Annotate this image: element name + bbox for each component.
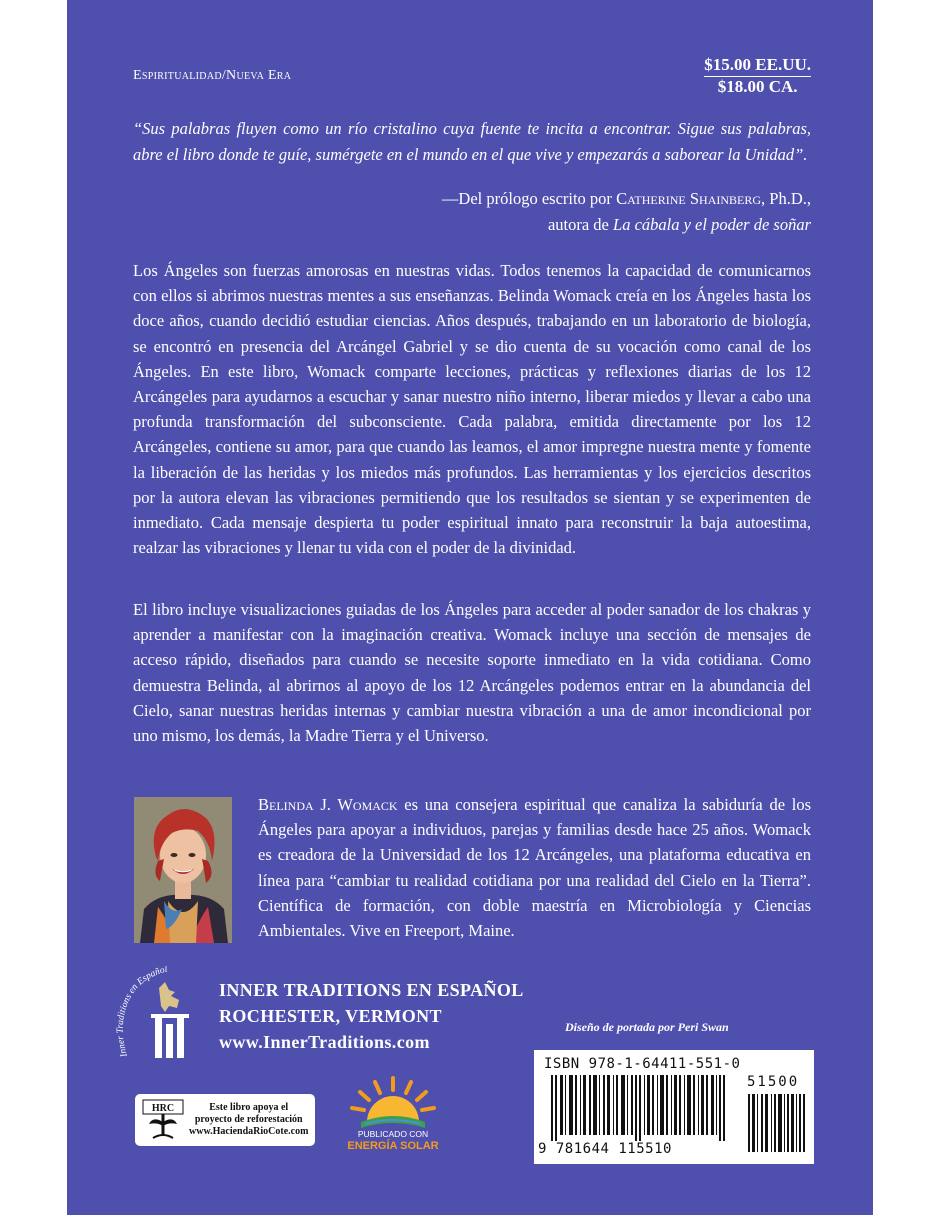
endorsement-quote: “Sus palabras fluyen como un río cristalino cuya fuente te incita a encontrar. Sigue sus palabras, abre el libro donde te guíe, sumérgete en el mundo en el que vive y empezarás a saborear la Unidad”. [133, 119, 811, 164]
publisher-location: ROCHESTER, VERMONT [219, 1006, 442, 1026]
price-us: $15.00 EE.UU. [704, 55, 811, 77]
author-bio-text: es una consejera espiritual que canaliza la sabiduría de los Ángeles para apoyar a individuos, parejas y familias desde hace 25 años. Womack es creadora de la Universidad de los 12 Arcángeles, una plataforma educativa en línea para “cambiar tu realidad cotidiana por una realidad del Cielo en la Tierra”. Científica de formación, con doble maestría en Microbiología y Ciencias Ambientales. Vive en Freeport, Maine. [258, 795, 812, 941]
attribution-book-title: La cábala y el poder de soñar [613, 215, 811, 234]
publisher-url[interactable]: www.InnerTraditions.com [219, 1032, 430, 1052]
solar-line-2: ENERGÍA SOLAR [347, 1140, 439, 1152]
reforest-line-2: proyecto de reforestación [194, 1114, 303, 1125]
price-block [704, 55, 811, 97]
publisher-name: INNER TRADITIONS EN ESPAÑOL [219, 980, 524, 1000]
solar-line-1: PUBLICADO CON [357, 1129, 429, 1139]
price-ca: $18.00 CA. [717, 77, 798, 96]
reforestation-tree-icon [141, 1098, 185, 1142]
attribution-prefix: —Del prólogo escrito por [441, 189, 617, 208]
author-name: Belinda J. Womack [258, 795, 398, 814]
book-back-cover [67, 0, 873, 1215]
description-paragraph-1: Los Ángeles son fuerzas amorosas en nuestras vidas. Todos tenemos la capacidad de comunicarnos con ellos si abrimos nuestras mentes a sus enseñanzas. Belinda Womack creía en los Ángeles hasta los doce años, cuando decidió estudiar ciencias. Años después, trabajando en un laboratorio de biología, se encontró en presencia del Arcángel Gabriel y se dio cuenta de su vocación como canal de los Ángeles. En este libro, Womack comparte lecciones, prácticas y reflexiones diarias de los 12 Arcángeles para ayudarnos a escuchar y sanar nuestro niño interno, liberar miedos y llevar a cabo una profunda transformación del subconsciente. Cada palabra, emitida directamente por los 12 Arcángeles, contiene su amor, para que cuando las leamos, el amor impregne nuestra mente y fomente la liberación de las heridas y los miedos más profundos. Las herramientas y los ejercicios descritos por la autora elevan las vibraciones permitiendo que los resultados se sientan y se experimenten de inmediato. Cada mensaje despierta tu poder espiritual innato para reconstruir la baja autoestima, realzar las vibraciones y llenar tu vida con el poder de la divinidad. [133, 261, 811, 558]
sun-icon [337, 1072, 449, 1152]
publisher-logo-arc-text: Inner Traditions en Español [115, 966, 169, 1058]
reforestation-logo-text: HRC [151, 1103, 175, 1114]
author-bio [258, 792, 811, 943]
attribution-line2-prefix: autora de [547, 215, 614, 234]
reforestation-badge [135, 1094, 315, 1146]
publisher-logo [113, 966, 221, 1066]
barcode-digits: 9 781644 115510 [538, 1141, 672, 1157]
addon-barcode-bars [748, 1094, 806, 1152]
reforest-line-1: Este libro apoya el [209, 1102, 289, 1113]
genre-label: Espiritualidad/Nueva Era [133, 68, 292, 83]
price-code: 51500 [747, 1074, 800, 1090]
isbn-number: ISBN 978-1-64411-551-0 [544, 1056, 741, 1072]
description-paragraph-2: El libro incluye visualizaciones guiadas de los Ángeles para acceder al poder sanador de los chakras y aprender a manifestar con la imaginación creativa. Womack incluye una sección de mensajes de acceso rápido, diseñados para cuando se necesite soporte inmediato en la vida cotidiana. Como demuestra Belinda, al abrirnos al apoyo de los 12 Arcángeles podemos entrar en la abundancia del Cielo, sanar nuestras heridas internas y cambiar nuestra vibración a una de amor incondicional por uno mismo, los demás, la Madre Tierra y el Universo. [133, 600, 811, 746]
attribution-name: Catherine Shainberg [616, 189, 762, 208]
quote-attribution [442, 186, 811, 238]
author-photo [134, 797, 232, 943]
solar-energy-badge [337, 1072, 449, 1152]
cover-design-credit: Diseño de portada por Peri Swan [565, 1020, 729, 1034]
publisher-info [219, 977, 524, 1055]
isbn-barcode [534, 1050, 814, 1164]
attribution-suffix: , Ph.D., [761, 189, 811, 208]
ean-barcode-bars [551, 1075, 731, 1141]
reforest-line-3: www.HaciendaRioCote.com [189, 1126, 309, 1137]
